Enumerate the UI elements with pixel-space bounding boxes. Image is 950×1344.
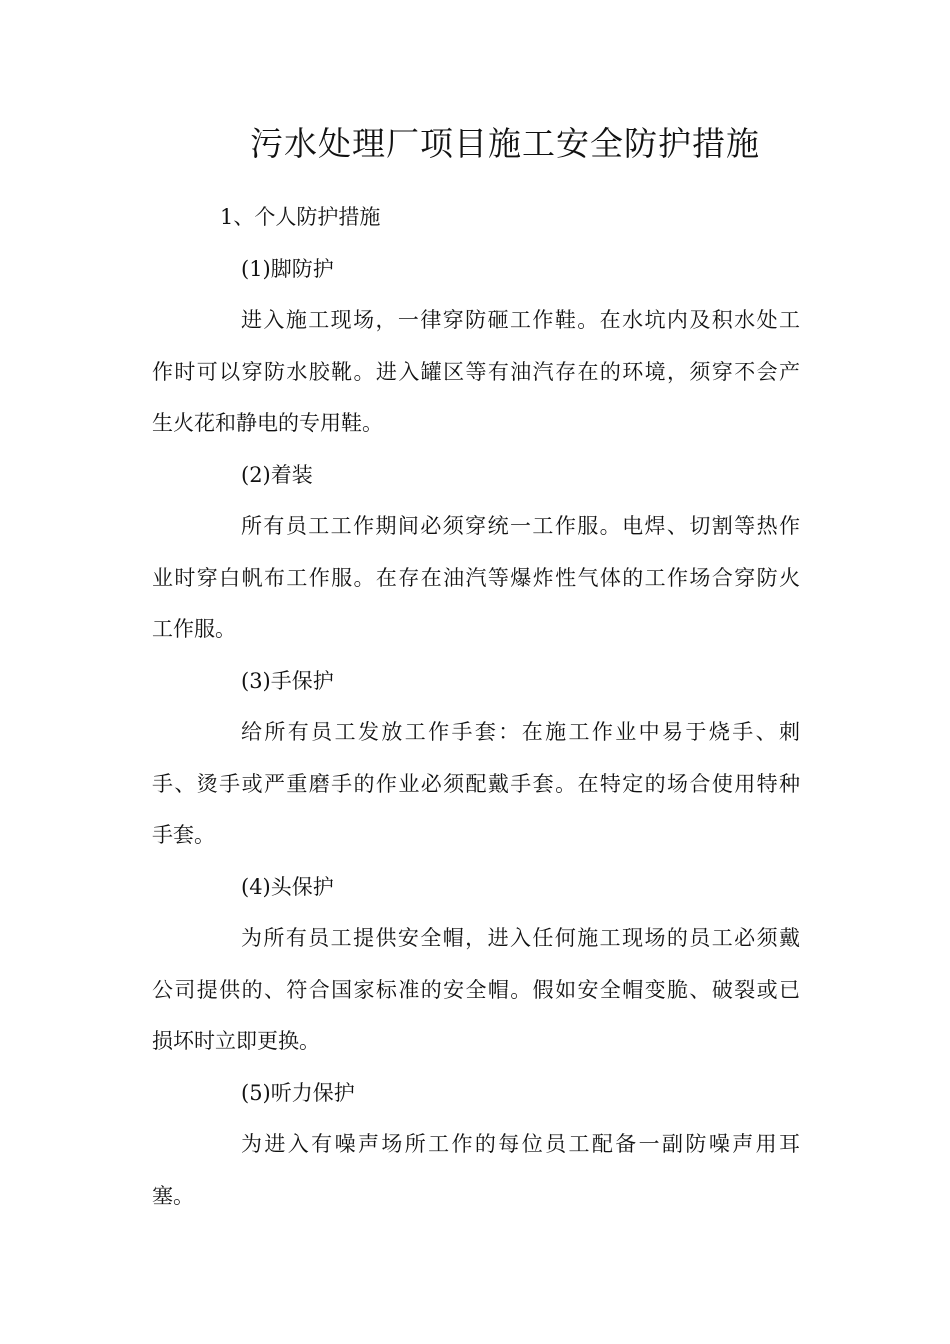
subsection-heading-head-protection: (4)头保护 [241,874,334,899]
paragraph-line: 给所有员工发放工作手套：在施工作业中易于烧手、刺 [241,720,800,744]
section-heading: 1、个人防护措施 [220,205,381,229]
paragraph-line: 所有员工工作期间必须穿统一工作服。电焊、切割等热作 [241,514,800,538]
document-title: 污水处理厂项目施工安全防护措施 [250,124,760,163]
paragraph-foot-protection [152,295,800,450]
paragraph-line: 生火花和静电的专用鞋。 [152,411,383,435]
paragraph-line: 工作服。 [152,617,236,641]
paragraph-hand-protection [152,707,800,862]
paragraph-line: 业时穿白帆布工作服。在存在油汽等爆炸性气体的工作场合穿防火 [152,565,800,590]
paragraph-line: 作时可以穿防水胶靴。进入罐区等有油汽存在的环境，须穿不会产 [152,359,800,384]
paragraph-line: 为进入有噪声场所工作的每位员工配备一副防噪声用耳 [241,1132,800,1156]
paragraph-line: 为所有员工提供安全帽，进入任何施工现场的员工必须戴 [241,926,800,950]
paragraph-line: 手、烫手或严重磨手的作业必须配戴手套。在特定的场合使用特种 [152,771,800,796]
paragraph-line: 手套。 [152,823,215,847]
subsection-heading-hand-protection: (3)手保护 [241,668,334,693]
paragraph-hearing-protection [152,1119,800,1222]
subsection-heading-clothing: (2)着装 [241,462,313,487]
paragraph-head-protection [152,913,800,1068]
subsection-heading-foot-protection: (1)脚防护 [241,256,334,281]
subsection-heading-hearing-protection: (5)听力保护 [241,1080,355,1105]
paragraph-line: 进入施工现场，一律穿防砸工作鞋。在水坑内及积水处工 [241,308,800,332]
document-body [152,192,800,1222]
paragraph-clothing [152,501,800,656]
paragraph-line: 公司提供的、符合国家标准的安全帽。假如安全帽变脆、破裂或已 [152,977,800,1002]
paragraph-line: 塞。 [152,1183,194,1208]
paragraph-line: 损坏时立即更换。 [152,1029,320,1053]
